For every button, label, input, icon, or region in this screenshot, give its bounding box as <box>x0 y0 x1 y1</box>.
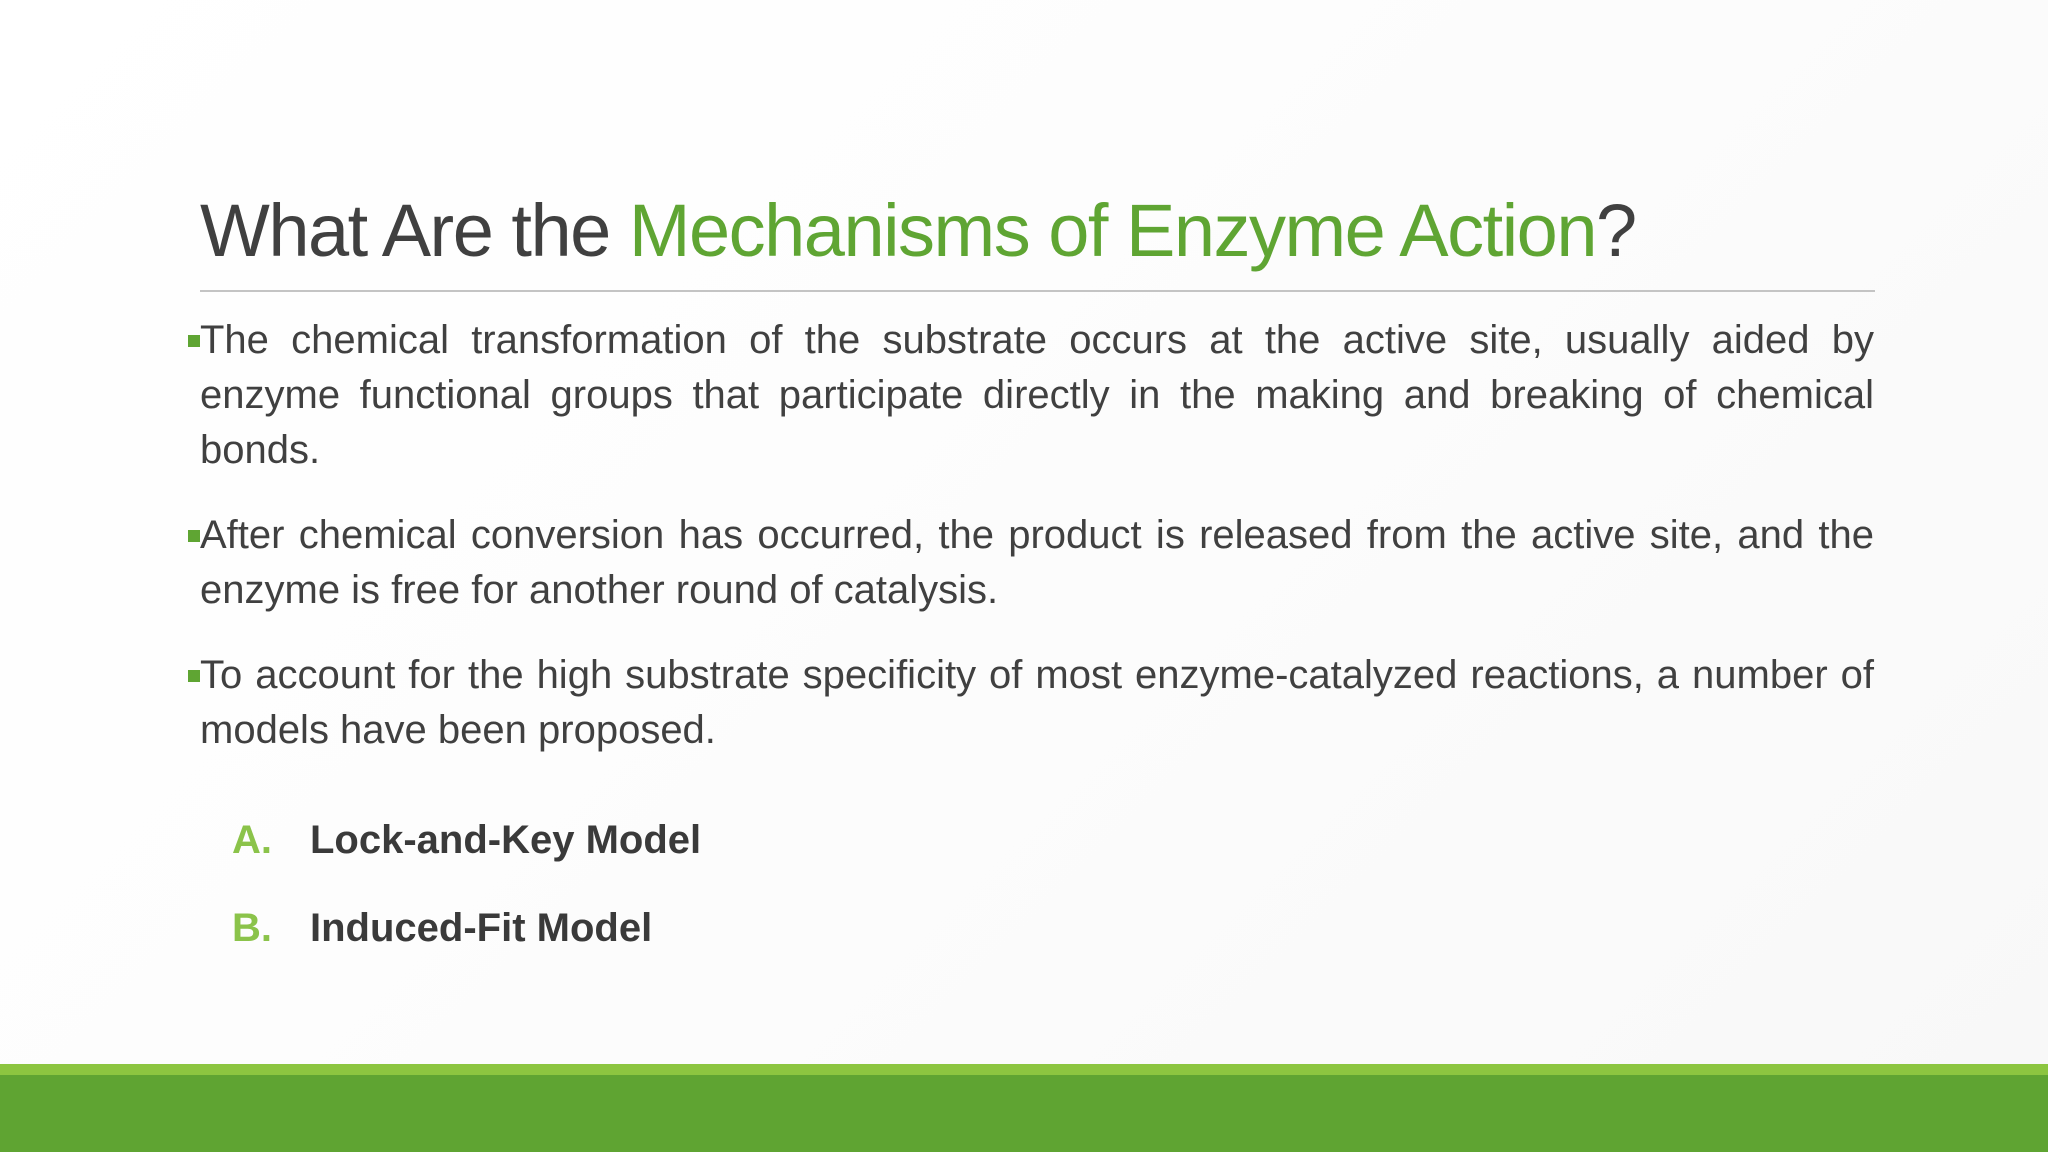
slide-title <box>200 176 1880 286</box>
bullet-text: To account for the high substrate specificity of most enzyme-catalyzed reactions, a number of models have been proposed. <box>200 653 1874 752</box>
footer-accent-stripe <box>0 1064 2048 1075</box>
list-marker: B. <box>232 906 272 950</box>
list-marker: A. <box>232 818 272 862</box>
bullet-item <box>186 508 1874 618</box>
bullet-text: The chemical transformation of the substrate occurs at the active site, usually aided by enzyme functional groups that participate directly in the making and breaking of chemical bonds. <box>200 318 1874 472</box>
bullet-item <box>186 648 1874 758</box>
title-suffix: ? <box>1595 189 1636 272</box>
model-label: Lock-and-Key Model <box>310 818 702 862</box>
footer-band <box>0 1075 2048 1152</box>
bullet-list <box>186 313 1874 788</box>
bullet-text: After chemical conversion has occurred, the product is released from the active site, and the enzyme is free for another round of catalysis. <box>200 513 1874 612</box>
title-accent: Mechanisms of Enzyme Action <box>628 189 1596 272</box>
square-bullet-icon <box>188 530 200 542</box>
square-bullet-icon <box>188 335 200 347</box>
model-label: Induced-Fit Model <box>310 906 653 950</box>
title-divider <box>200 290 1875 292</box>
title-prefix: What Are the <box>200 189 629 272</box>
bullet-item <box>186 313 1874 478</box>
square-bullet-icon <box>188 670 200 682</box>
